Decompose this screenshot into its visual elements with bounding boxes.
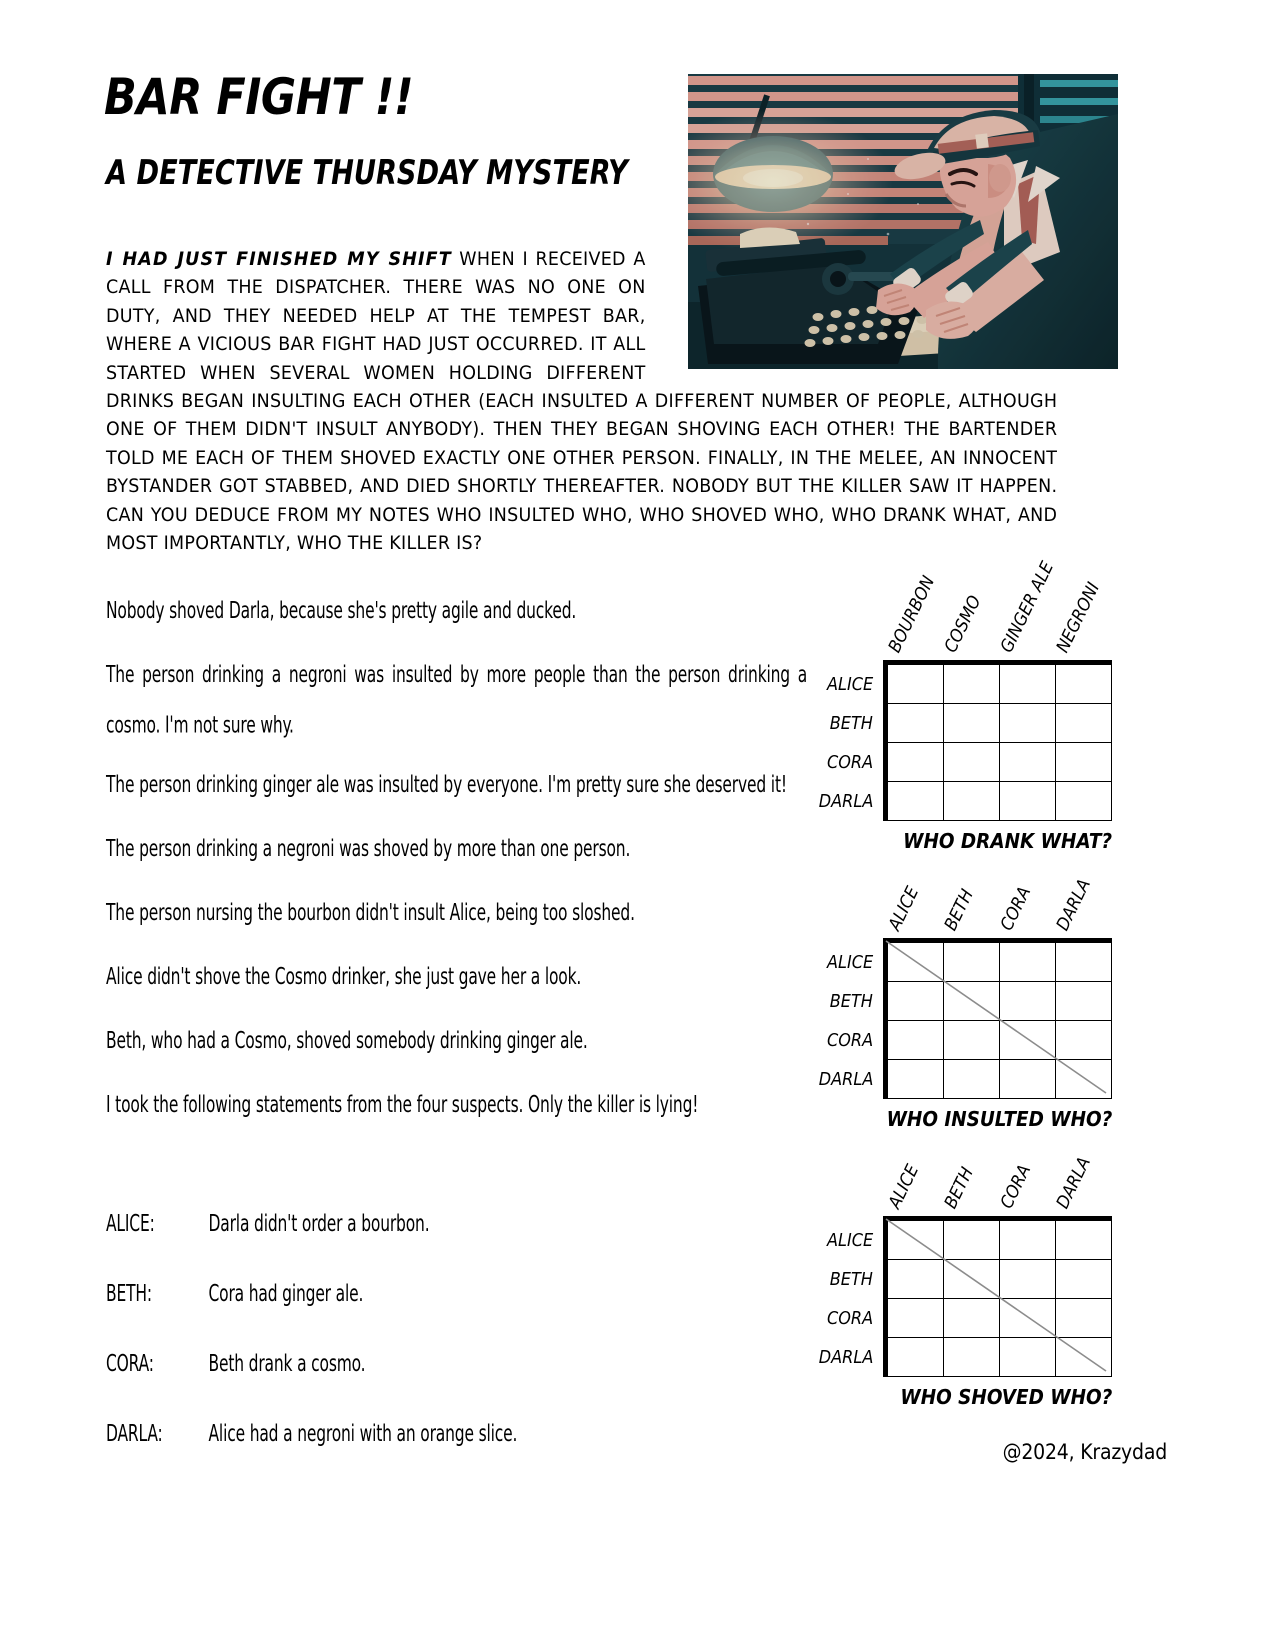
grid-cell[interactable] bbox=[944, 1299, 1000, 1338]
logic-grid-table[interactable] bbox=[883, 660, 1112, 821]
column-label: ALICE bbox=[885, 1161, 924, 1212]
page-title: BAR FIGHT !! bbox=[104, 68, 414, 126]
row-label: DARLA bbox=[818, 1070, 873, 1090]
grid-cell[interactable] bbox=[1000, 1060, 1056, 1099]
clue-item: Beth, who had a Cosmo, shoved somebody drinking ginger ale. bbox=[106, 1027, 588, 1054]
grid-cell[interactable] bbox=[944, 1060, 1000, 1099]
column-label: BETH bbox=[941, 886, 978, 934]
grid-cell[interactable] bbox=[1000, 743, 1056, 782]
row-label: DARLA bbox=[818, 1348, 873, 1368]
table-row[interactable] bbox=[886, 743, 1112, 782]
row-label: CORA bbox=[826, 753, 873, 773]
statement-speaker: BETH: bbox=[106, 1280, 152, 1307]
grid-cell[interactable] bbox=[1000, 982, 1056, 1021]
column-labels bbox=[883, 560, 1112, 660]
grid-cell[interactable] bbox=[944, 1219, 1000, 1260]
grid-cell[interactable] bbox=[1000, 1260, 1056, 1299]
clue-item: The person drinking ginger ale was insulted by everyone. I'm pretty sure she deserved it! bbox=[106, 771, 787, 798]
column-label: CORA bbox=[997, 1161, 1036, 1212]
statement-text: Darla didn't order a bourbon. bbox=[208, 1210, 430, 1237]
grid-cell[interactable] bbox=[1056, 743, 1112, 782]
grid-cell[interactable] bbox=[1056, 704, 1112, 743]
clue-item: Alice didn't shove the Cosmo drinker, she just gave her a look. bbox=[106, 963, 582, 990]
grid-cell[interactable] bbox=[886, 743, 944, 782]
logic-grid-table[interactable] bbox=[883, 1216, 1112, 1377]
table-row[interactable] bbox=[886, 782, 1112, 821]
grid-caption: WHO SHOVED WHO? bbox=[900, 1385, 1112, 1409]
row-label: BETH bbox=[829, 992, 873, 1012]
grid-cell[interactable] bbox=[1056, 1219, 1112, 1260]
grid-cell[interactable] bbox=[1056, 1260, 1112, 1299]
row-label: BETH bbox=[829, 1270, 873, 1290]
table-row[interactable] bbox=[886, 1021, 1112, 1060]
statement-row bbox=[106, 1347, 844, 1380]
statement-speaker: DARLA: bbox=[106, 1420, 163, 1447]
grid-who-shoved-who bbox=[818, 1154, 1112, 1409]
table-row[interactable] bbox=[886, 982, 1112, 1021]
statement-speaker: CORA: bbox=[106, 1350, 154, 1377]
grid-cell[interactable] bbox=[1000, 1021, 1056, 1060]
intro-paragraph bbox=[106, 246, 1057, 558]
table-row[interactable] bbox=[886, 704, 1112, 743]
statement-text: Cora had ginger ale. bbox=[208, 1280, 364, 1307]
grid-cell[interactable] bbox=[886, 663, 944, 704]
suspect-statements bbox=[106, 1207, 866, 1487]
grid-cell[interactable] bbox=[944, 1338, 1000, 1377]
grid-cell[interactable] bbox=[1000, 704, 1056, 743]
grid-cell[interactable] bbox=[1000, 782, 1056, 821]
row-label: ALICE bbox=[826, 1231, 873, 1251]
grid-cell[interactable] bbox=[886, 1060, 944, 1099]
grid-cell[interactable] bbox=[1056, 663, 1112, 704]
grid-cell[interactable] bbox=[944, 704, 1000, 743]
clue-item: I took the following statements from the four suspects. Only the killer is lying! bbox=[106, 1091, 699, 1118]
table-row[interactable] bbox=[886, 1299, 1112, 1338]
table-row[interactable] bbox=[886, 1260, 1112, 1299]
statement-text: Alice had a negroni with an orange slice. bbox=[208, 1420, 518, 1447]
grid-cell[interactable] bbox=[886, 1219, 944, 1260]
column-label: BETH bbox=[941, 1164, 978, 1212]
grid-cell[interactable] bbox=[886, 1021, 944, 1060]
column-label: COSMO bbox=[941, 592, 986, 656]
grid-who-drank-what bbox=[818, 558, 1112, 853]
grid-cell[interactable] bbox=[1000, 941, 1056, 982]
row-label: BETH bbox=[829, 714, 873, 734]
grid-cell[interactable] bbox=[944, 941, 1000, 982]
grid-cell[interactable] bbox=[886, 782, 944, 821]
row-label: CORA bbox=[826, 1309, 873, 1329]
grid-who-insulted-who bbox=[818, 876, 1112, 1131]
column-labels bbox=[883, 838, 1112, 938]
grid-cell[interactable] bbox=[886, 941, 944, 982]
grid-cell[interactable] bbox=[1056, 1021, 1112, 1060]
intro-body: WHEN I RECEIVED A CALL FROM THE DISPATCHER. THERE WAS NO ONE ON DUTY, AND THEY NEEDED HELP AT THE TEMPEST BAR, WHERE A VICIOUS BAR FIGHT HAD JUST OCCURRED. IT ALL STARTED WHEN SEVERAL WOMEN HOLDING DIFFERENT DRINKS BEGAN INSULTING EACH OTHER (EACH INSULTED A DIFFERENT NUMBER OF PEOPLE, ALTHOUGH ONE OF THEM DIDN'T INSULT ANYBODY). THEN THEY BEGAN SHOVING EACH OTHER! THE BARTENDER TOLD ME EACH OF THEM SHOVED EXACTLY ONE OTHER PERSON. FINALLY, IN THE MELEE, AN INNOCENT BYSTANDER GOT STABBED, AND DIED SHORTLY THEREAFTER. NOBODY BUT THE KILLER SAW IT HAPPEN. CAN YOU DEDUCE FROM MY NOTES WHO INSULTED WHO, WHO SHOVED WHO, WHO DRANK WHAT, AND MOST IMPORTANTLY, WHO THE KILLER IS? bbox=[106, 249, 1058, 555]
copyright-notice: @2024, Krazydad bbox=[1002, 1440, 1167, 1464]
column-labels bbox=[883, 1116, 1112, 1216]
grid-cell[interactable] bbox=[944, 663, 1000, 704]
column-label: GINGER ALE bbox=[997, 558, 1059, 656]
logic-grid-table[interactable] bbox=[883, 938, 1112, 1099]
grid-cell[interactable] bbox=[1000, 1299, 1056, 1338]
grid-cell[interactable] bbox=[944, 1021, 1000, 1060]
grid-cell[interactable] bbox=[1056, 782, 1112, 821]
statement-row bbox=[106, 1277, 844, 1310]
intro-lead: I HAD JUST FINISHED MY SHIFT bbox=[106, 249, 452, 270]
clue-item: The person nursing the bourbon didn't insult Alice, being too sloshed. bbox=[106, 899, 635, 926]
grid-cell[interactable] bbox=[886, 704, 944, 743]
clue-item: The person drinking a negroni was insulted by more people than the person drinking a cosmo. I'm not sure why. bbox=[106, 661, 808, 739]
table-row[interactable] bbox=[886, 1219, 1112, 1260]
grid-cell[interactable] bbox=[944, 782, 1000, 821]
column-label: BOURBON bbox=[885, 573, 940, 656]
grid-cell[interactable] bbox=[886, 982, 944, 1021]
grid-caption: WHO DRANK WHAT? bbox=[903, 829, 1112, 853]
table-row[interactable] bbox=[886, 1060, 1112, 1099]
column-label: ALICE bbox=[885, 883, 924, 934]
grid-cell[interactable] bbox=[1056, 1060, 1112, 1099]
grid-cell[interactable] bbox=[1056, 941, 1112, 982]
row-label: ALICE bbox=[826, 675, 873, 695]
grid-cell[interactable] bbox=[944, 743, 1000, 782]
page-subtitle: A DETECTIVE THURSDAY MYSTERY bbox=[106, 153, 628, 193]
table-row[interactable] bbox=[886, 941, 1112, 982]
clue-item: Nobody shoved Darla, because she's pretty agile and ducked. bbox=[106, 597, 577, 624]
image-text-wrap-spacer bbox=[646, 246, 1058, 372]
column-label: NEGRONI bbox=[1053, 579, 1105, 656]
grid-cell[interactable] bbox=[1056, 1338, 1112, 1377]
grid-cell[interactable] bbox=[886, 1260, 944, 1299]
table-row[interactable] bbox=[886, 663, 1112, 704]
grid-cell[interactable] bbox=[1000, 1219, 1056, 1260]
column-label: DARLA bbox=[1053, 876, 1095, 934]
row-label: DARLA bbox=[818, 792, 873, 812]
row-label: ALICE bbox=[826, 953, 873, 973]
grid-cell[interactable] bbox=[944, 982, 1000, 1021]
statement-text: Beth drank a cosmo. bbox=[208, 1350, 366, 1377]
grid-cell[interactable] bbox=[944, 1260, 1000, 1299]
grid-cell[interactable] bbox=[1000, 1338, 1056, 1377]
grid-cell[interactable] bbox=[886, 1299, 944, 1338]
row-label: CORA bbox=[826, 1031, 873, 1051]
statement-speaker: ALICE: bbox=[106, 1210, 155, 1237]
column-label: DARLA bbox=[1053, 1154, 1095, 1212]
statement-row bbox=[106, 1207, 844, 1240]
grid-cell[interactable] bbox=[886, 1338, 944, 1377]
grid-cell[interactable] bbox=[1056, 982, 1112, 1021]
grid-cell[interactable] bbox=[1000, 663, 1056, 704]
grid-caption: WHO INSULTED WHO? bbox=[886, 1107, 1112, 1131]
grid-cell[interactable] bbox=[1056, 1299, 1112, 1338]
table-row[interactable] bbox=[886, 1338, 1112, 1377]
clue-list bbox=[106, 585, 806, 1143]
column-label: CORA bbox=[997, 883, 1036, 934]
clue-item: The person drinking a negroni was shoved by more than one person. bbox=[106, 835, 631, 862]
statement-row bbox=[106, 1417, 844, 1450]
